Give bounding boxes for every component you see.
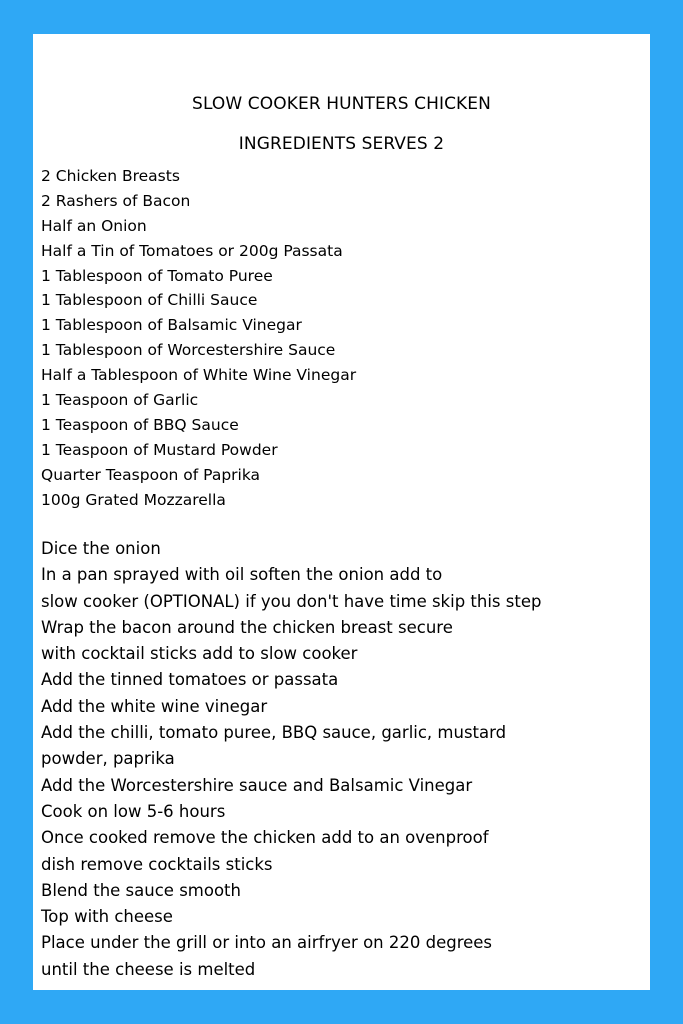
recipe-card [33,34,650,990]
ingredient-item: 1 Teaspoon of Mustard Powder [41,440,278,459]
ingredient-item: 2 Rashers of Bacon [41,191,191,210]
method-step: Top with cheese [41,907,173,927]
method-step: dish remove cocktails sticks [41,854,273,874]
recipe-title: SLOW COOKER HUNTERS CHICKEN [192,94,491,114]
method-step: powder, paprika [41,749,175,769]
method-step: Add the tinned tomatoes or passata [41,670,339,690]
ingredient-item: 1 Teaspoon of BBQ Sauce [41,415,239,434]
ingredient-item: Half a Tablespoon of White Wine Vinegar [41,366,357,385]
ingredient-item: 1 Tablespoon of Chilli Sauce [41,291,258,310]
ingredient-item: Quarter Teaspoon of Paprika [41,465,261,484]
method-list [41,536,541,983]
ingredient-item: 1 Tablespoon of Worcestershire Sauce [41,341,336,360]
method-step: Add the chilli, tomato puree, BBQ sauce, garlic, mustard [41,723,507,743]
method-step: Wrap the bacon around the chicken breast secure [41,617,453,637]
method-step: slow cooker (OPTIONAL) if you don't have time skip this step [41,591,542,611]
ingredients-heading: INGREDIENTS SERVES 2 [238,134,445,154]
ingredient-item: Half an Onion [41,216,147,235]
method-step: Blend the sauce smooth [41,880,241,900]
method-step: until the cheese is melted [41,959,256,979]
method-step: with cocktail sticks add to slow cooker [41,644,358,664]
method-step: In a pan sprayed with oil soften the onion add to [41,565,443,585]
method-step: Dice the onion [41,539,161,558]
method-step: Add the white wine vinegar [41,696,268,716]
ingredient-item: 1 Teaspoon of Garlic [41,391,199,410]
method-step: Add the Worcestershire sauce and Balsamic Vinegar [41,775,473,795]
method-step: Place under the grill or into an airfryer on 220 degrees [41,933,493,953]
ingredient-item: 1 Tablespoon of Balsamic Vinegar [41,316,302,335]
ingredient-item: 100g Grated Mozzarella [41,490,226,509]
method-step: Once cooked remove the chicken add to an ovenproof [41,828,489,848]
ingredient-item: Half a Tin of Tomatoes or 200g Passata [41,241,343,260]
method-step: Cook on low 5-6 hours [41,801,226,821]
ingredient-item: 1 Tablespoon of Tomato Puree [41,266,273,285]
ingredient-item: 2 Chicken Breasts [41,167,180,185]
ingredients-list [41,164,356,512]
